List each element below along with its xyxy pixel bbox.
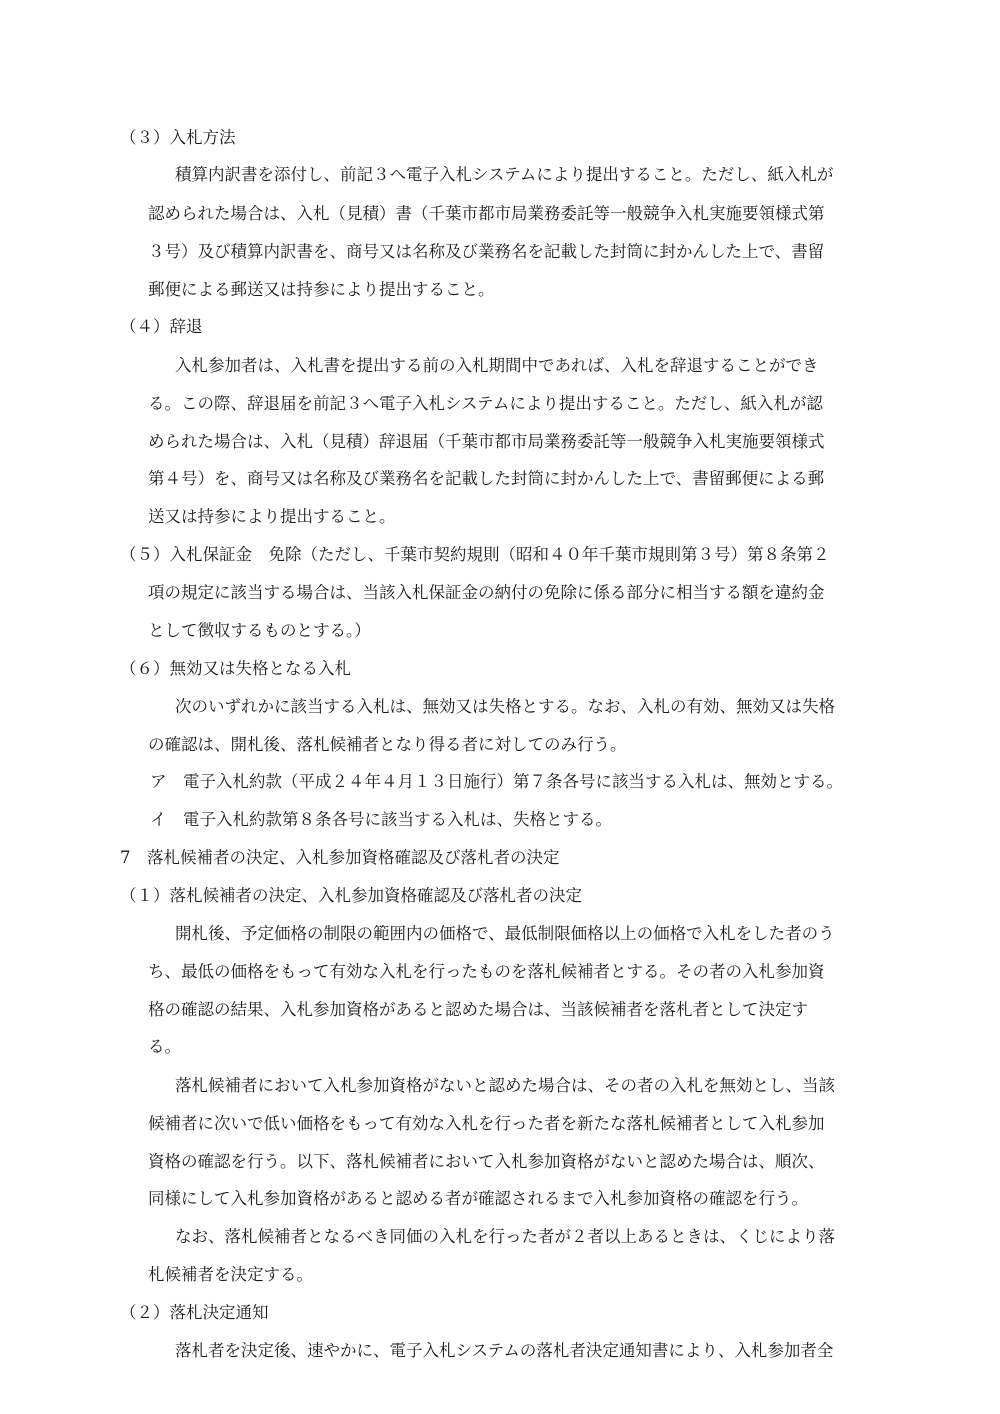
paragraph-line: 開札後、予定価格の制限の範囲内の価格で、最低制限価格以上の価格で入札をした者のう bbox=[175, 924, 835, 943]
paragraph-line: る。 bbox=[148, 1037, 181, 1056]
heading-4-withdrawal: （４）辞退 bbox=[120, 317, 203, 336]
paragraph-line: 項の規定に該当する場合は、当該入札保証金の納付の免除に係る部分に相当する額を違約金 bbox=[148, 583, 825, 602]
heading-7-2-award-notice: （２）落札決定通知 bbox=[120, 1303, 269, 1322]
paragraph-line: 次のいずれかに該当する入札は、無効又は失格とする。なお、入札の有効、無効又は失格 bbox=[175, 697, 835, 716]
heading-7-award-decision: 7 落札候補者の決定、入札参加資格確認及び落札者の決定 bbox=[120, 848, 560, 867]
heading-7-1: （１）落札候補者の決定、入札参加資格確認及び落札者の決定 bbox=[120, 886, 582, 905]
paragraph-line: 候補者に次いで低い価格をもって有効な入札を行った者を新たな落札候補者として入札参加 bbox=[148, 1114, 825, 1133]
paragraph-line: なお、落札候補者となるべき同価の入札を行った者が２者以上あるときは、くじにより落 bbox=[175, 1227, 835, 1246]
paragraph-line: 積算内訳書を添付し、前記３へ電子入札システムにより提出すること。ただし、紙入札が bbox=[175, 165, 834, 184]
paragraph-line: 同様にして入札参加資格があると認める者が確認されるまで入札参加資格の確認を行う。 bbox=[148, 1189, 808, 1208]
paragraph-line: 認められた場合は、入札（見積）書（千葉市都市局業務委託等一般競争入札実施要領様式第 bbox=[148, 204, 825, 223]
paragraph-line: 資格の確認を行う。以下、落札候補者において入札参加資格がないと認めた場合は、順次、 bbox=[148, 1152, 825, 1171]
heading-6-invalid-bids: （６）無効又は失格となる入札 bbox=[120, 659, 351, 678]
list-item-i: イ 電子入札約款第８条各号に該当する入札は、失格とする。 bbox=[150, 810, 612, 829]
paragraph-line: 落札者を決定後、速やかに、電子入札システムの落札者決定通知書により、入札参加者全 bbox=[175, 1341, 834, 1360]
paragraph-line: 送又は持参により提出すること。 bbox=[148, 507, 396, 526]
paragraph-line: ち、最低の価格をもって有効な入札を行ったものを落札候補者とする。その者の入札参加資 bbox=[148, 962, 825, 981]
list-item-a: ア 電子入札約款（平成２４年４月１３日施行）第７条各号に該当する入札は、無効とする。 bbox=[150, 772, 843, 791]
paragraph-line: 第４号）を、商号又は名称及び業務名を記載した封筒に封かんした上で、書留郵便による郵 bbox=[148, 469, 825, 488]
paragraph-line: められた場合は、入札（見積）辞退届（千葉市都市局業務委託等一般競争入札実施要領様式 bbox=[148, 432, 825, 451]
paragraph-line: 入札参加者は、入札書を提出する前の入札期間中であれば、入札を辞退することができ bbox=[175, 356, 819, 375]
heading-3-bidding-method: （３）入札方法 bbox=[120, 128, 236, 147]
paragraph-line: 格の確認の結果、入札参加資格があると認めた場合は、当該候補者を落札者として決定す bbox=[148, 1000, 808, 1019]
paragraph-line: 札候補者を決定する。 bbox=[148, 1265, 313, 1284]
paragraph-line: る。この際、辞退届を前記３へ電子入札システムにより提出すること。ただし、紙入札が認 bbox=[148, 394, 823, 413]
paragraph-line: の確認は、開札後、落札候補者となり得る者に対してのみ行う。 bbox=[148, 735, 627, 754]
paragraph-line: 落札候補者において入札参加資格がないと認めた場合は、その者の入札を無効とし、当該 bbox=[175, 1076, 835, 1095]
heading-5-bid-bond: （５）入札保証金 免除（ただし、千葉市契約規則（昭和４０年千葉市規則第３号）第８条第２ bbox=[120, 545, 830, 564]
paragraph-line: ３号）及び積算内訳書を、商号又は名称及び業務名を記載した封筒に封かんした上で、書留 bbox=[148, 242, 825, 261]
paragraph-line: 郵便による郵送又は持参により提出すること。 bbox=[148, 280, 495, 299]
paragraph-line: として徴収するものとする。） bbox=[148, 621, 371, 640]
